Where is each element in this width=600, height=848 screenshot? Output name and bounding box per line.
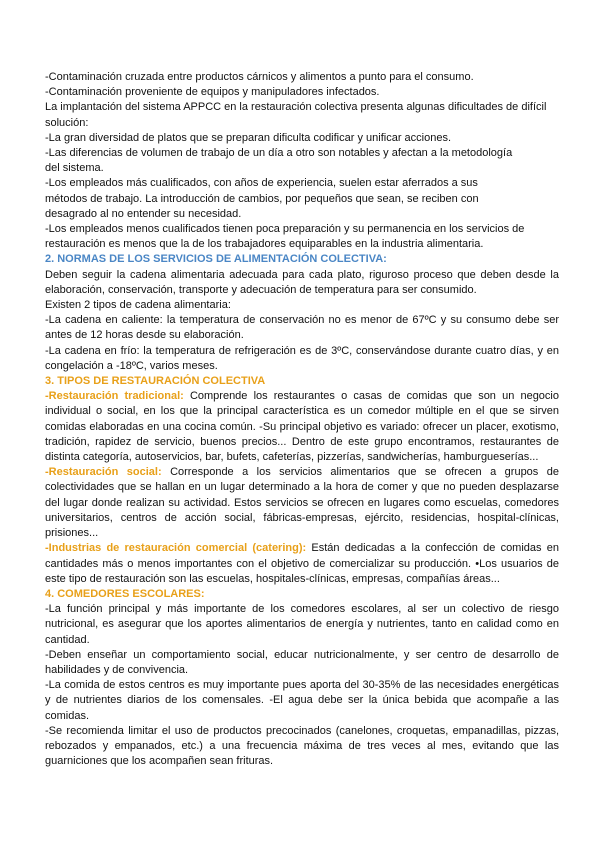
appcc-paragraph: La implantación del sistema APPCC en la restauración colectiva presenta algunas dificultades de difícil solución: xyxy=(45,101,547,129)
section-4-paragraph-1: -La función principal y más importante de los comedores escolares, al ser un colectivo de riesgo nutricional, es asegurar que los aportes alimentarios de energía y nutrientes, tanto en calidad como en cantidad. xyxy=(45,603,559,646)
section-4-paragraph-4: -Se recomienda limitar el uso de productos precocinados (canelones, croquetas, empanadillas, pizzas, rebozados y empanados, etc.) a una frecuencia máxima de tres veces al mes, evitando que las guarniciones que los acompañen sean frituras. xyxy=(45,724,559,768)
difficulty-2: -Las diferencias de volumen de trabajo de un día a otro son notables y afectan a la metodología del sistema. xyxy=(45,147,513,175)
intro-line-2: -Contaminación proveniente de equipos y manipuladores infectados. xyxy=(45,86,380,99)
type-traditional xyxy=(45,389,559,465)
cold-chain-cold: -La cadena en frío: la temperatura de refrigeración es de 3ºC, conservándose durante cuatro días, y en congelación a -18ºC, varios meses. xyxy=(45,344,559,372)
section-2-paragraph-1: Deben seguir la cadena alimentaria adecuada para cada plato, riguroso proceso que deben desde la elaboración, conservación, transporte y adecuación de temperatura para ser consumido. xyxy=(45,268,559,296)
difficulty-1: -La gran diversidad de platos que se preparan dificulta codificar y unificar acciones. xyxy=(45,131,452,144)
section-4-paragraph-3: -La comida de estos centros es muy importante pues aporta del 30-35% de las necesidades energéticas y de nutrientes diarios de los comensales. -El agua debe ser la única bebida que acompañe a las comidas. xyxy=(45,679,559,722)
type-catering-text: Están dedicadas a la confección de comidas en cantidades más o menos importantes con el objetivo de comercializar su producción. •Los usuarios de este tipo de restauración son las escuelas, hospitales-clínicas, empresas, compañías áreas... xyxy=(45,542,559,585)
difficulty-3: -Los empleados más cualificados, con años de experiencia, suelen estar aferrados a sus métodos de trabajo. La introducción de cambios, por pequeños que sean, se reciben con desagrado al no entender su necesidad. xyxy=(45,177,479,220)
type-social xyxy=(45,465,559,541)
section-3-heading: 3. TIPOS DE RESTAURACIÓN COLECTIVA xyxy=(45,375,266,388)
section-4-paragraph-2: -Deben enseñar un comportamiento social, educar nutricionalmente, y ser centro de desarrollo de habilidades y de convivencia. xyxy=(45,648,559,676)
type-traditional-text: Comprende los restaurantes o casas de comidas que son un negocio individual o social, en los que la principal característica es un comedor múltiple en el que se sirven comidas elaboradas en una cocina común. -Su principal objetivo es variado: ofrecer un placer, exotismo, tradición, rapidez de servicio, buenos precios... Dentro de este grupo encontramos, restaurantes de distinta categoría, autoservicios, bar, bufets, cafeterías, pizzerías, sandwicherías, hamburgueserías... xyxy=(45,390,559,464)
type-social-text: Corresponde a los servicios alimentarios que se ofrecen a grupos de colectividades que se hallan en un lugar determinado a la hora de comer y que no pueden desplazarse del lugar donde realizan su actividad. Estos servicios se ofrecen en lugares como escuelas, comedores universitarios, centros de acción social, fábricas-empresas, ejército, residencias, hospital-clínicas, prisiones... xyxy=(45,466,559,540)
section-4-heading: 4. COMEDORES ESCOLARES: xyxy=(45,587,205,600)
intro-line-1: -Contaminación cruzada entre productos cárnicos y alimentos a punto para el consumo. xyxy=(45,71,474,83)
type-social-label: -Restauración social: xyxy=(45,466,162,479)
document-page xyxy=(45,70,559,769)
type-traditional-label: -Restauración tradicional: xyxy=(45,390,184,403)
section-2-paragraph-2: Existen 2 tipos de cadena alimentaria: xyxy=(45,299,231,312)
cold-chain-hot: -La cadena en caliente: la temperatura de conservación no es menor de 67ºC y su consumo debe ser antes de 12 horas desde su elaboración. xyxy=(45,314,559,342)
section-2-heading: 2. NORMAS DE LOS SERVICIOS DE ALIMENTACIÓN COLECTIVA: xyxy=(45,253,387,266)
type-catering xyxy=(45,541,559,587)
type-catering-label: -Industrias de restauración comercial (catering): xyxy=(45,542,307,555)
difficulty-4: -Los empleados menos cualificados tienen poca preparación y su permanencia en los servicios de restauración es menos que la de los trabajadores equiparables en la industria alimentaria. xyxy=(45,223,525,251)
